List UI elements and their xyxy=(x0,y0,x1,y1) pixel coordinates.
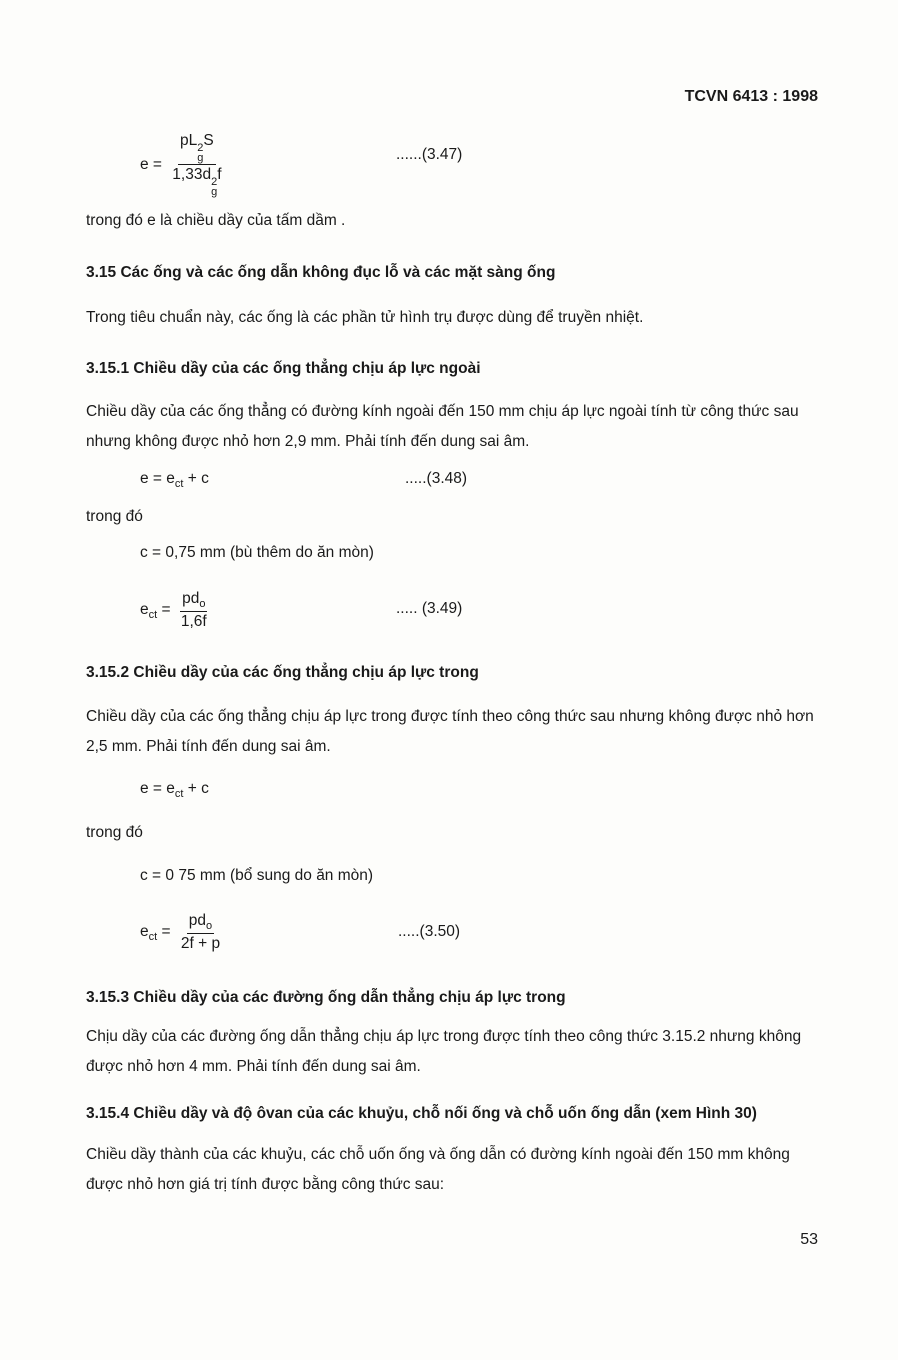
denominator: 1,6f xyxy=(180,613,207,631)
fraction xyxy=(170,132,223,197)
lhs-sub: ct xyxy=(148,608,158,621)
trong-do-2: trong đó xyxy=(86,824,143,841)
num-text: pd xyxy=(188,912,207,929)
eq-lhs xyxy=(140,601,171,621)
num-sub: o xyxy=(199,598,206,611)
equation-ref-3-47: ......(3.47) xyxy=(396,146,463,163)
num-text: pd xyxy=(182,590,200,607)
equals: = xyxy=(161,922,171,940)
equation-3-47 xyxy=(140,132,224,197)
equation-ref-3-49: ..... (3.49) xyxy=(396,600,463,617)
eq-sub: ct xyxy=(174,478,184,491)
numerator xyxy=(178,132,216,165)
paragraph-6: Chiều dầy thành của các khuỷu, các chỗ uốn ống và ống dẫn có đường kính ngoài đến 150 mm không được nhỏ hơn giá trị tính được bằng công thức sau: xyxy=(86,1146,790,1193)
equation-ref-3-50: .....(3.50) xyxy=(398,923,461,940)
sup: 2 xyxy=(211,176,218,188)
denominator xyxy=(170,165,223,197)
lhs-sub: ct xyxy=(148,930,158,943)
lhs-text: e xyxy=(140,922,149,940)
den-text-2: f xyxy=(217,166,222,183)
denominator: 2f + p xyxy=(180,935,221,953)
c-definition-1: c = 0,75 mm (bù thêm do ăn mòn) xyxy=(140,544,374,561)
sub: g xyxy=(197,152,204,164)
paragraph-2: Trong tiêu chuẩn này, các ống là các phần tử hình trụ được dùng để truyền nhiệt. xyxy=(86,309,644,326)
heading-3-15-3: 3.15.3 Chiều dầy của các đường ống dẫn thẳng chịu áp lực trong xyxy=(86,989,566,1006)
eq-text: e = e xyxy=(140,780,175,797)
page-number: 53 xyxy=(800,1231,818,1248)
paragraph-5: Chịu dầy của các đường ống dẫn thẳng chịu áp lực trong được tính theo công thức 3.15.2 nhưng không được nhỏ hơn 4 mm. Phải tính đến dung sai âm. xyxy=(86,1028,802,1075)
den-text: 1,33d xyxy=(172,166,212,183)
equation-3-50 xyxy=(140,912,222,953)
c-definition-2: c = 0 75 mm (bổ sung do ăn mòn) xyxy=(140,867,374,884)
num-text: pL xyxy=(180,132,198,149)
equation-e xyxy=(140,780,209,800)
heading-3-15-4: 3.15.4 Chiều dầy và độ ôvan của các khuỷu, chỗ nối ống và chỗ uốn ống dẫn (xem Hình 30) xyxy=(86,1105,757,1122)
equation-3-48 xyxy=(140,470,209,490)
paragraph-3: Chiều dầy của các ống thẳng có đường kính ngoài đến 150 mm chịu áp lực ngoài tính từ công thức sau nhưng không được nhỏ hơn 2,9 mm. Phải tính đến dung sai âm. xyxy=(86,403,799,450)
num-text-2: S xyxy=(203,132,214,149)
fraction xyxy=(179,912,222,953)
eq-lhs: e = xyxy=(140,155,162,173)
trong-do-1: trong đó xyxy=(86,508,143,525)
eq-sub: ct xyxy=(174,788,184,801)
heading-3-15-2: 3.15.2 Chiều dầy của các ống thẳng chịu áp lực trong xyxy=(86,664,479,681)
sup: 2 xyxy=(197,142,204,154)
numerator xyxy=(180,590,207,612)
standard-code: TCVN 6413 : 1998 xyxy=(684,88,818,105)
paragraph-1: trong đó e là chiều dầy của tấm dầm . xyxy=(86,212,346,229)
eq-lhs xyxy=(140,923,171,943)
heading-3-15: 3.15 Các ống và các ống dẫn không đục lỗ và các mặt sàng ống xyxy=(86,264,556,281)
eq-text-2: + c xyxy=(183,470,209,487)
lhs-text: e xyxy=(140,600,149,618)
equals: = xyxy=(161,600,171,618)
numerator xyxy=(187,912,214,934)
equation-ref-3-48: .....(3.48) xyxy=(405,470,468,487)
eq-text-2: + c xyxy=(183,780,209,797)
fraction xyxy=(179,590,209,631)
eq-text: e = e xyxy=(140,470,175,487)
num-sub: o xyxy=(206,920,213,933)
equation-3-49 xyxy=(140,590,209,631)
heading-3-15-1: 3.15.1 Chiều dầy của các ống thẳng chịu áp lực ngoài xyxy=(86,360,481,377)
paragraph-4: Chiều dầy của các ống thẳng chịu áp lực trong được tính theo công thức sau nhưng không được nhỏ hơn 2,5 mm. Phải tính đến dung sai âm. xyxy=(86,708,814,755)
sub: g xyxy=(211,186,218,198)
